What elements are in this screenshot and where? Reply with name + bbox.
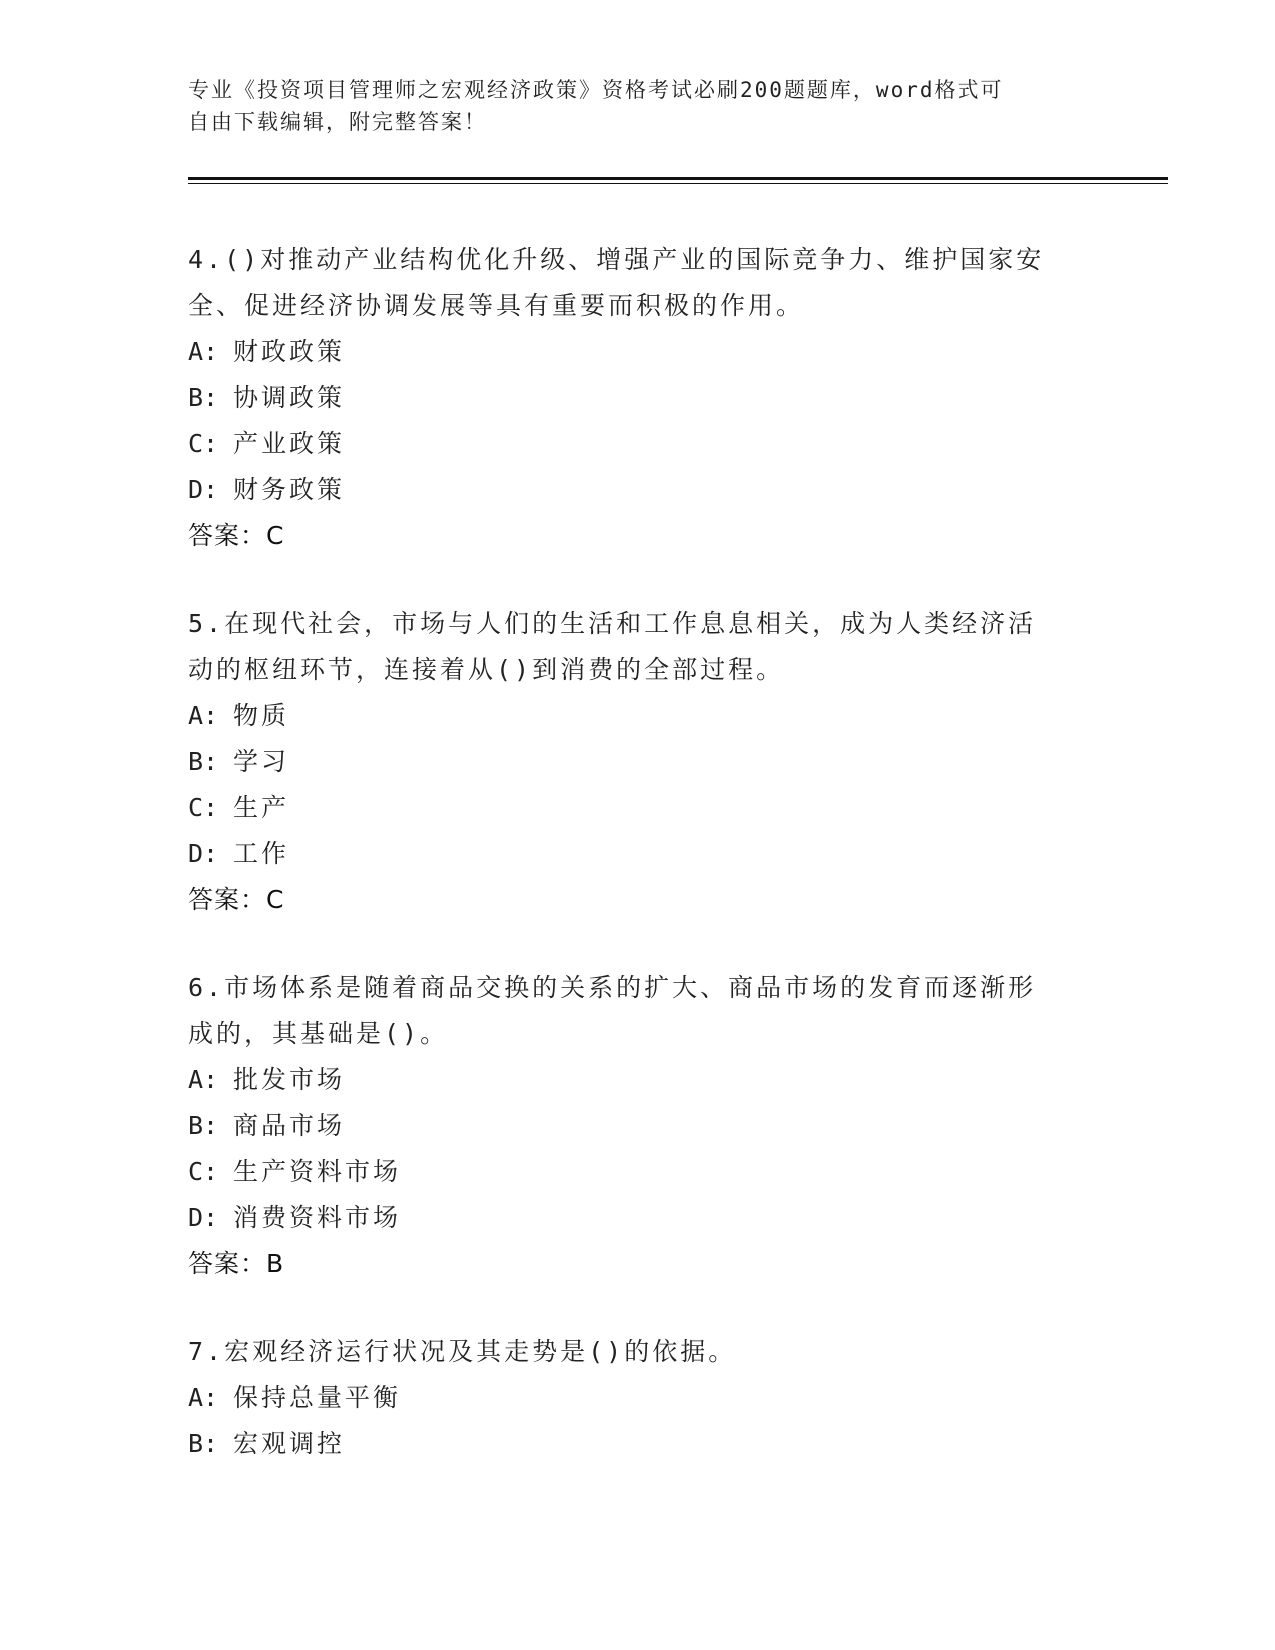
- header-divider-thin: [188, 183, 1168, 184]
- option-text: 财务政策: [233, 475, 346, 504]
- option-text: 生产: [233, 793, 290, 822]
- option-text: 学习: [233, 747, 290, 776]
- question-stem-line: 7.宏观经济运行状况及其走势是()的依据。: [188, 1337, 737, 1366]
- option-letter: A:: [188, 1383, 219, 1412]
- option-a: [188, 693, 1068, 739]
- option-letter: B:: [188, 747, 219, 776]
- question-stem-line: 全、促进经济协调发展等具有重要而积极的作用。: [188, 291, 805, 320]
- question-stem-line: 6.市场体系是随着商品交换的关系的扩大、商品市场的发育而逐渐形: [188, 973, 1037, 1002]
- option-letter: A:: [188, 701, 219, 730]
- question-7: [188, 1329, 1068, 1467]
- question-stem: [188, 237, 1068, 329]
- question-stem-line: 成的，其基础是()。: [188, 1019, 449, 1048]
- option-d: [188, 1195, 1068, 1241]
- question-4: [188, 237, 1068, 559]
- question-stem: [188, 601, 1068, 693]
- option-text: 保持总量平衡: [233, 1383, 402, 1412]
- option-text: 商品市场: [233, 1111, 346, 1140]
- option-text: 产业政策: [233, 429, 346, 458]
- option-text: 宏观调控: [233, 1429, 346, 1458]
- option-text: 物质: [233, 701, 290, 730]
- option-a: [188, 329, 1068, 375]
- option-letter: B:: [188, 1429, 219, 1458]
- option-a: [188, 1375, 1068, 1421]
- header-divider-thick: [188, 177, 1168, 180]
- question-list: [188, 237, 1068, 1509]
- document-header: [188, 74, 1068, 138]
- option-d: [188, 467, 1068, 513]
- option-text: 消费资料市场: [233, 1203, 402, 1232]
- option-letter: D:: [188, 1203, 219, 1232]
- option-c: [188, 421, 1068, 467]
- option-letter: C:: [188, 793, 219, 822]
- option-letter: B:: [188, 1111, 219, 1140]
- question-stem-line: 动的枢纽环节，连接着从()到消费的全部过程。: [188, 655, 785, 684]
- answer-key: 答案：B: [188, 1249, 285, 1278]
- option-text: 批发市场: [233, 1065, 346, 1094]
- header-line-2: 自由下载编辑，附完整答案！: [188, 110, 487, 134]
- option-text: 财政政策: [233, 337, 346, 366]
- option-b: [188, 1103, 1068, 1149]
- option-letter: A:: [188, 1065, 219, 1094]
- question-stem-line: 4.()对推动产业结构优化升级、增强产业的国际竞争力、维护国家安: [188, 245, 1045, 274]
- option-text: 生产资料市场: [233, 1157, 402, 1186]
- option-letter: C:: [188, 1157, 219, 1186]
- option-a: [188, 1057, 1068, 1103]
- question-stem: [188, 965, 1068, 1057]
- option-b: [188, 1421, 1068, 1467]
- option-c: [188, 1149, 1068, 1195]
- question-stem: [188, 1329, 1068, 1375]
- option-d: [188, 831, 1068, 877]
- question-6: [188, 965, 1068, 1287]
- option-letter: D:: [188, 839, 219, 868]
- option-text: 协调政策: [233, 383, 346, 412]
- option-letter: A:: [188, 337, 219, 366]
- option-c: [188, 785, 1068, 831]
- header-line-1: 专业《投资项目管理师之宏观经济政策》资格考试必刷200题题库，word格式可: [188, 78, 1004, 102]
- option-letter: C:: [188, 429, 219, 458]
- option-letter: D:: [188, 475, 219, 504]
- option-letter: B:: [188, 383, 219, 412]
- answer-key: 答案：C: [188, 521, 285, 550]
- option-text: 工作: [233, 839, 290, 868]
- option-b: [188, 739, 1068, 785]
- answer-key: 答案：C: [188, 885, 285, 914]
- question-stem-line: 5.在现代社会，市场与人们的生活和工作息息相关，成为人类经济活: [188, 609, 1037, 638]
- question-5: [188, 601, 1068, 923]
- option-b: [188, 375, 1068, 421]
